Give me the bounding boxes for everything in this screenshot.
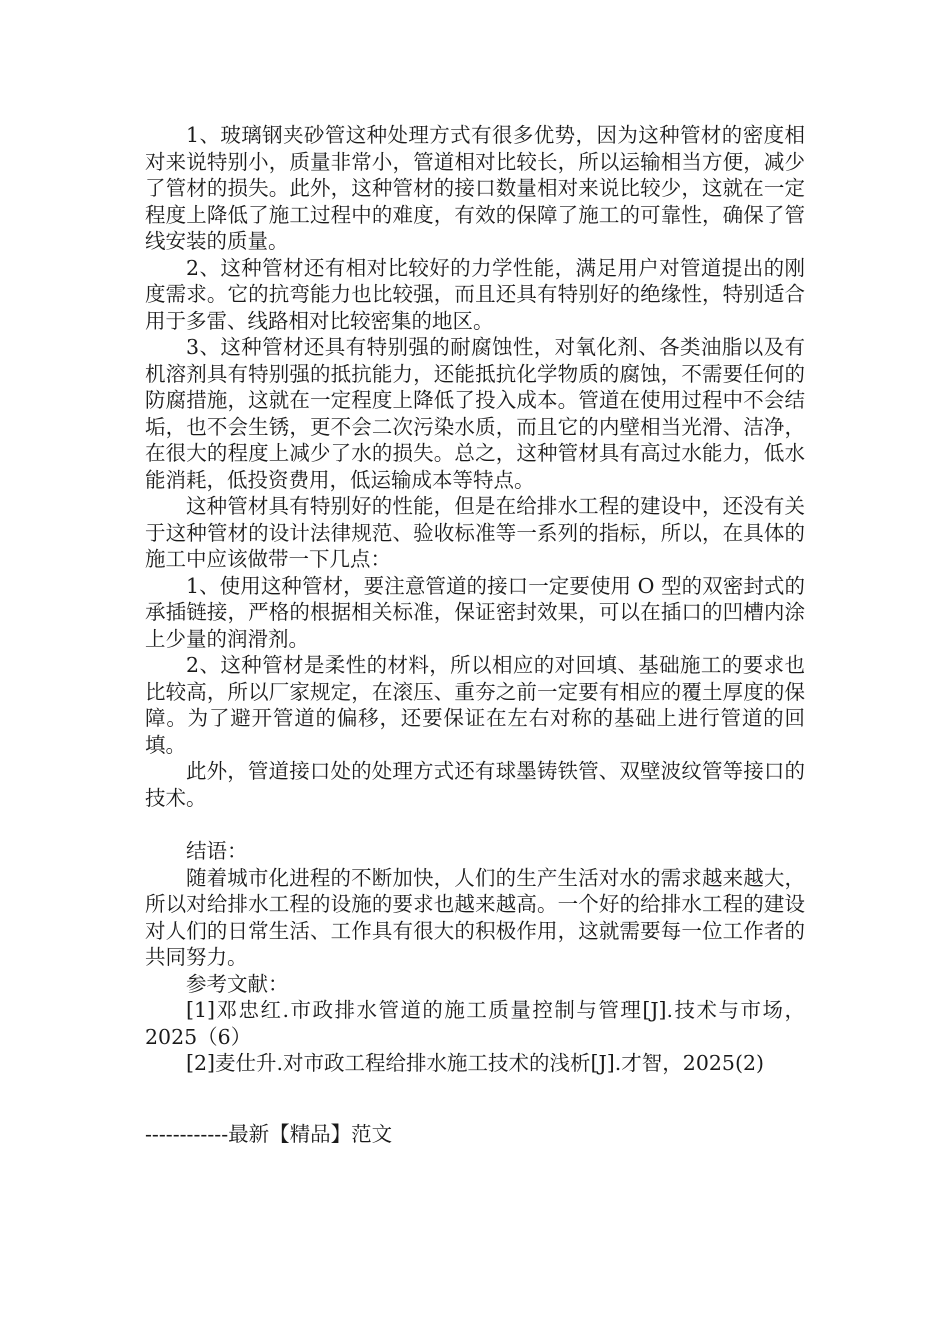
reference-item: [2]麦仕升.对市政工程给排水施工技术的浅析[J].才智，2025(2) <box>186 1051 764 1075</box>
paragraph-mechanical: 2、这种管材还有相对比较好的力学性能，满足用户对管道提出的刚度需求。它的抗弯能力也比较强，而且还具有特别好的绝缘性，特别适合用于多雷、线路相对比较密集的地区。 <box>145 255 805 333</box>
references-heading: 参考文献： <box>186 971 289 996</box>
paragraph-advantages: 1、玻璃钢夹砂管这种处理方式有很多优势，因为这种管材的密度相对来说特别小，质量非常小，管道相对比较长，所以运输相当方便，减少了管材的损失。此外，这种管材的接口数量相对来说比较少，这就在一定程度上降低了施工过程中的难度，有效的保障了施工的可靠性，确保了管线安装的质量。 <box>145 123 805 253</box>
paragraph-corrosion: 3、这种管材还具有特别强的耐腐蚀性，对氧化剂、各类油脂以及有机溶剂具有特别强的抵抗能力，还能抵抗化学物质的腐蚀，不需要任何的防腐措施，这就在一定程度上降低了投入成本。管道在使用过程中不会结垢，也不会生锈，更不会二次污染水质，而且它的内壁相当光滑、洁净，在很大的程度上减少了水的损失。总之，这种管材具有高过水能力，低水能消耗，低投资费用，低运输成本等特点。 <box>145 335 805 492</box>
paragraph-point-two: 2、这种管材是柔性的材料，所以相应的对回填、基础施工的要求也比较高，所以厂家规定，在滚压、重夯之前一定要有相应的覆土厚度的保障。为了避开管道的偏移，还要保证在左右对称的基础上进行管道的回填。 <box>145 653 805 757</box>
conclusion-heading: 结语： <box>186 839 248 863</box>
footer-label: ------------最新【精品】范文 <box>145 1122 393 1146</box>
paragraph-point-one: 1、使用这种管材，要注意管道的接口一定要使用 O 型的双密封式的承插链接，严格的根据相关标准，保证密封效果，可以在插口的凹槽内涂上少量的润滑剂。 <box>145 573 805 651</box>
paragraph-construction-intro: 这种管材具有特别好的性能，但是在给排水工程的建设中，还没有关于这种管材的设计法律规范、验收标准等一系列的指标，所以，在具体的施工中应该做带一下几点： <box>145 494 805 571</box>
conclusion-text: 随着城市化进程的不断加快，人们的生产生活对水的需求越来越大，所以对给排水工程的设施的要求也越来越高。一个好的给排水工程的建设对人们的日常生活、工作具有很大的积极作用，这就需要每一位工作者的共同努力。 <box>145 865 805 969</box>
paragraph-other-joints: 此外，管道接口处的处理方式还有球墨铸铁管、双壁波纹管等接口的技术。 <box>145 759 805 810</box>
document-body <box>145 122 805 1077</box>
section-spacer <box>145 811 805 838</box>
reference-item: [1]邓忠红.市政排水管道的施工质量控制与管理[J].技术与市场，2025（6） <box>145 998 805 1049</box>
